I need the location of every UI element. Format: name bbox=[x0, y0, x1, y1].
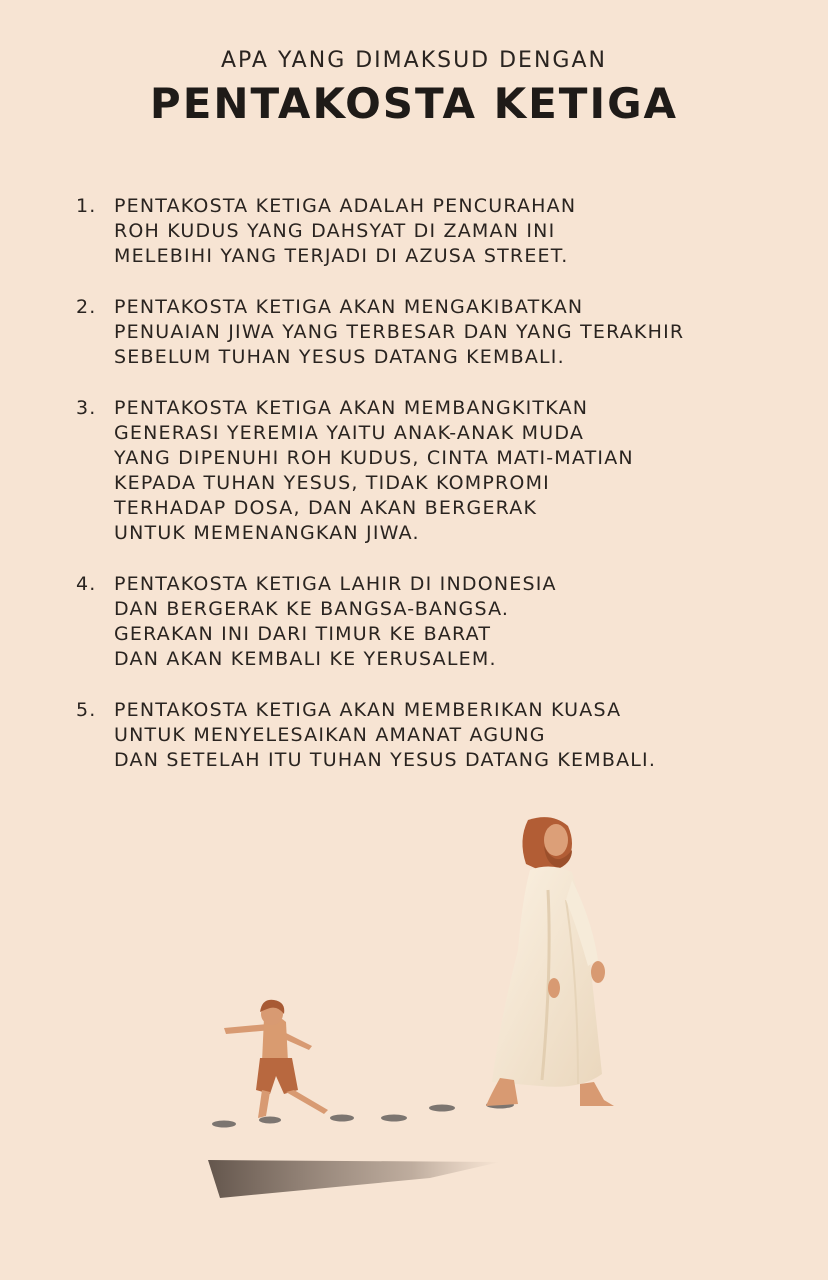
item-text bbox=[114, 698, 796, 773]
page-title: PENTAKOSTA KETIGA bbox=[149, 79, 679, 128]
page-subtitle: APA YANG DIMAKSUD DENGAN bbox=[221, 48, 607, 73]
item-number: 3. bbox=[76, 397, 97, 419]
footprint bbox=[381, 1115, 407, 1122]
item-line: TERHADAP DOSA, DAN AKAN BERGERAK bbox=[114, 497, 538, 519]
footprint bbox=[212, 1121, 236, 1128]
item-line: MELEBIHI YANG TERJADI DI AZUSA STREET. bbox=[114, 245, 569, 267]
adult-figure bbox=[486, 817, 614, 1106]
item-line: DAN AKAN KEMBALI KE YERUSALEM. bbox=[114, 648, 497, 670]
item-line: YANG DIPENUHI ROH KUDUS, CINTA MATI-MATIAN bbox=[114, 447, 634, 469]
footprint bbox=[259, 1117, 281, 1124]
item-line: PENTAKOSTA KETIGA LAHIR DI INDONESIA bbox=[114, 573, 557, 595]
item-line: GERAKAN INI DARI TIMUR KE BARAT bbox=[114, 623, 492, 645]
footprint bbox=[429, 1105, 455, 1112]
item-text bbox=[114, 194, 796, 269]
list-item bbox=[76, 295, 796, 370]
item-line: PENTAKOSTA KETIGA ADALAH PENCURAHAN bbox=[114, 195, 577, 217]
list-item bbox=[76, 698, 796, 773]
item-text bbox=[114, 572, 796, 672]
item-number: 4. bbox=[76, 573, 97, 595]
item-number: 1. bbox=[76, 195, 97, 217]
item-line: GENERASI YEREMIA YAITU ANAK-ANAK MUDA bbox=[114, 422, 585, 444]
item-text bbox=[114, 295, 796, 370]
item-line: PENTAKOSTA KETIGA AKAN MENGAKIBATKAN bbox=[114, 296, 584, 318]
item-line: SEBELUM TUHAN YESUS DATANG KEMBALI. bbox=[114, 346, 565, 368]
item-line: DAN SETELAH ITU TUHAN YESUS DATANG KEMBALI. bbox=[114, 749, 657, 771]
item-line: DAN BERGERAK KE BANGSA-BANGSA. bbox=[114, 598, 510, 620]
item-text bbox=[114, 396, 796, 546]
item-line: KEPADA TUHAN YESUS, TIDAK KOMPROMI bbox=[114, 472, 550, 494]
child-figure bbox=[224, 1000, 328, 1118]
item-line: PENUAIAN JIWA YANG TERBESAR DAN YANG TERAKHIR bbox=[114, 321, 685, 343]
list-item bbox=[76, 194, 796, 269]
list-item bbox=[76, 572, 796, 672]
item-line: PENTAKOSTA KETIGA AKAN MEMBANGKITKAN bbox=[114, 397, 589, 419]
walking-figures-illustration bbox=[200, 800, 630, 1210]
item-line: UNTUK MENYELESAIKAN AMANAT AGUNG bbox=[114, 724, 546, 746]
item-number: 2. bbox=[76, 296, 97, 318]
item-line: UNTUK MEMENANGKAN JIWA. bbox=[114, 522, 420, 544]
list-item bbox=[76, 396, 796, 546]
ground-shadow bbox=[208, 1160, 500, 1198]
footprint bbox=[330, 1115, 354, 1122]
item-line: PENTAKOSTA KETIGA AKAN MEMBERIKAN KUASA bbox=[114, 699, 622, 721]
header bbox=[0, 48, 828, 128]
item-number: 5. bbox=[76, 699, 97, 721]
item-line: ROH KUDUS YANG DAHSYAT DI ZAMAN INI bbox=[114, 220, 556, 242]
points-list bbox=[76, 194, 796, 799]
